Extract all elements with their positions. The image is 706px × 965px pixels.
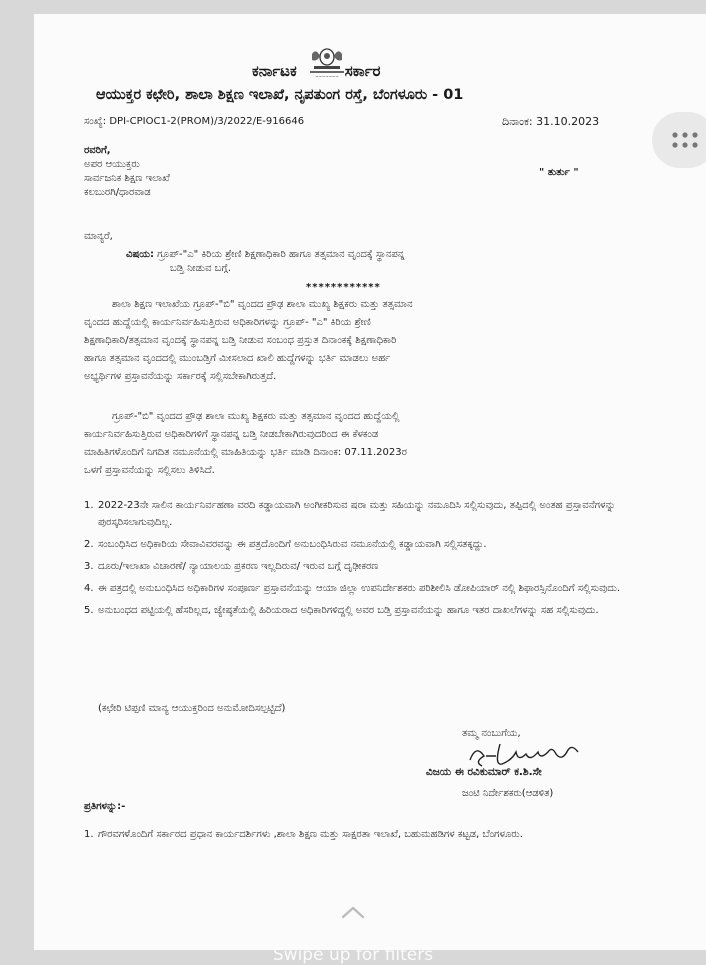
list-item (84, 826, 628, 844)
paragraph-line: ವೃಂದದ ಹುದ್ದೆಯಲ್ಲಿ ಕಾರ್ಯನಿರ್ವಹಿಸುತ್ತಿರುವ ಅಧಿಕಾರಿಗಳನ್ನು ಗ್ರೂಪ್- "ಎ" ಕಿರಿಯ ಶ್ರೇಣಿ (84, 317, 371, 328)
signatory-designation: ಜಂಟಿ ನಿರ್ದೇಶಕರು(ಆಡಳಿತ) (462, 788, 554, 799)
svg-text:~~~~~~~: ~~~~~~~ (315, 74, 339, 78)
paragraph-line: ಗ್ರೂಪ್-"ಬಿ" ವೃಂದದ ಪ್ರೌಢ ಶಾಲಾ ಮುಖ್ಯ ಶಿಕ್ಷಕರು ಮತ್ತು ತತ್ಸಮಾನ ವೃಂದದ ಹುದ್ದೆಯಲ್ಲಿ (112, 411, 400, 422)
list-item-number: 4. (84, 583, 94, 594)
list-item-text: ದೂರು/ಇಲಾಖಾ ವಿಚಾರಣೆ/ ನ್ಯಾಯಾಲಯ ಪ್ರಕರಣ ಇಲ್ಲದಿರುವ/ ಇರುವ ಬಗ್ಗೆ ದೃಢೀಕರಣ (98, 561, 379, 572)
signatory-name: ವಿಜಯ ಈ ರವಿಕುಮಾರ್ ಕ.ಶಿ.ಸೇ (426, 766, 542, 778)
addressee-line: ಕಲಬುರಗಿ/ಧಾರವಾಡ (84, 187, 151, 198)
paragraph-line: ಕಾರ್ಯನಿರ್ವಹಿಸುತ್ತಿರುವ ಅಧಿಕಾರಿಗಳಿಗೆ ಸ್ಥಾನಪನ್ನ ಬಡ್ತಿ ನೀಡಬೇಕಾಗಿರುವುದರಿಂದ ಈ ಕೆಳಕಂಡ (84, 429, 379, 440)
document-date: ದಿನಾಂಕ: 31.10.2023 (502, 115, 600, 128)
subject-block (126, 248, 405, 276)
chevron-up-icon[interactable] (340, 904, 366, 920)
list-item-text: 2022-23ನೇ ಸಾಲಿನ ಕಾರ್ಯನಿರ್ವಹಣಾ ವರದಿ ಕಡ್ಡಾಯವಾಗಿ ಅಂಗೀಕರಿಸುವ ಷರಾ ಮತ್ತು ಸಹಿಯನ್ನು ನಮೂದಿಸಿ ಸಲ್ಲಿಸುವುದು, ತಪ್ಪಿದಲ್ಲಿ ಅಂತಹ ಪ್ರಸ್ತಾವನೆಗಳನ್ನು ಪುರಸ್ಕರಿಸಲಾಗುವುದಿಲ್ಲ. (98, 500, 616, 528)
paragraph-line: ಒಳಗೆ ಪ್ರಸ್ತಾವನೆಯನ್ನು ಸಲ್ಲಿಸಲು ತಿಳಿಸಿದೆ. (84, 465, 215, 476)
addressee-block (84, 144, 170, 200)
list-item-number: 1. (84, 500, 94, 511)
paragraph-line: ಮಾಹಿತಿಗಳೊಂದಿಗೆ ನಿಗದಿತ ನಮೂನೆಯಲ್ಲಿ ಮಾಹಿತಿಯನ್ನು ಭರ್ತಿ ಮಾಡಿ ದಿನಾಂಕ: 07.11.2023ರ (84, 447, 407, 458)
list-item-text: ಈ ಪತ್ರದಲ್ಲಿ ಅನುಬಂಧಿಸಿದ ಅಧಿಕಾರಿಗಳ ಸಂಪೂರ್ಣ ಪ್ರಸ್ತಾವನೆಯನ್ನು ಆಯಾ ಜಿಲ್ಲಾ ಉಪನಿರ್ದೇಶಕರು ಪರಿಶೀಲಿಸಿ ಡೋಪಿಯಾರ್ ನಲ್ಲಿ ಶಿಫಾರಸ್ಸಿನೊಂದಿಗೆ ಸಲ್ಲಿಸುವುದು. (98, 583, 621, 594)
list-item-text: ಸಂಬಂಧಿಸಿದ ಅಧಿಕಾರಿಯ ಸೇವಾವಿವರವನ್ನು ಈ ಪತ್ರದೊಂದಿಗೆ ಅನುಬಂಧಿಸಿರುವ ನಮೂನೆಯಲ್ಲಿ ಕಡ್ಡಾಯವಾಗಿ ಸಲ್ಲಿಸತಕ್ಕದ್ದು. (98, 539, 487, 550)
subject-label: ವಿಷಯ: (126, 249, 154, 260)
copies-list (84, 826, 628, 849)
paragraph-line: ಶಿಕ್ಷಣಾಧಿಕಾರಿ/ತತ್ಸಮಾನ ವೃಂದಕ್ಕೆ ಸ್ಥಾನಪನ್ನ ಬಡ್ತಿ ನೀಡುವ ಸಂಬಂಧ ಪ್ರಸ್ತುತ ದಿನಾಂಕಕ್ಕೆ ಶಿಕ್ಷಣಾಧಿಕಾರಿ (84, 335, 397, 346)
title-left: ಕರ್ನಾಟಕ (252, 62, 297, 80)
list-item-number: 5. (84, 605, 94, 616)
office-address: ಆಯುಕ್ತರ ಕಛೇರಿ, ಶಾಲಾ ಶಿಕ್ಷಣ ಇಲಾಖೆ, ನೃಪತುಂಗ ರಸ್ತೆ, ಬೆಂಗಳೂರು - 01 (96, 87, 464, 103)
list-item-text: ಗೌರವಗಳೊಂದಿಗೆ ಸರ್ಕಾರದ ಪ್ರಧಾನ ಕಾರ್ಯದರ್ಶಿಗಳು ,ಶಾಲಾ ಶಿಕ್ಷಣ ಮತ್ತು ಸಾಕ್ಷರತಾ ಇಲಾಖೆ, ಬಹುಮಹಡಿಗಳ ಕಟ್ಟಡ, ಬೆಂಗಳೂರು. (98, 829, 523, 840)
copies-heading: ಪ್ರತಿಗಳನ್ನು:- (84, 801, 126, 812)
addressee-line: ಸಾರ್ವಜನಿಕ ಶಿಕ್ಷಣ ಇಲಾಖೆ (84, 173, 170, 184)
requirements-list (84, 497, 628, 624)
salutation: ಮಾನ್ಯರೆ, (84, 231, 113, 242)
addressee-line: ರವರಿಗೆ, (84, 145, 111, 156)
paragraph-2 (84, 408, 624, 480)
separator-stars: ************ (306, 282, 381, 293)
list-item-number: 2. (84, 539, 94, 550)
paragraph-line: ಹಾಗೂ ತತ್ಸಮಾನ ವೃಂದದಲ್ಲಿ ಮುಂಬಡ್ತಿಗೆ ಮೀಸಲಾದ ಖಾಲಿ ಹುದ್ದೆಗಳನ್ನು ಭರ್ತಿ ಮಾಡಲು ಅರ್ಹ (84, 353, 391, 364)
paragraph-line: ಶಾಲಾ ಶಿಕ್ಷಣ ಇಲಾಖೆಯ ಗ್ರೂಪ್-"ಬಿ" ವೃಂದದ ಪ್ರೌಢ ಶಾಲಾ ಮುಖ್ಯ ಶಿಕ್ಷಕರು ಮತ್ತು ತತ್ಸಮಾನ (112, 299, 413, 310)
paragraph-line: ಅಭ್ಯರ್ಥಿಗಳ ಪ್ರಸ್ತಾವನೆಯನ್ನು ಸರ್ಕಾರಕ್ಕೆ ಸಲ್ಲಿಸಬೇಕಾಗಿರುತ್ತದೆ. (84, 371, 277, 382)
yours-faithfully: ತಮ್ಮ ನಂಬುಗೆಯ, (462, 728, 521, 739)
title-right: ಸರ್ಕಾರ (344, 62, 381, 80)
list-item (84, 536, 628, 553)
list-item (84, 580, 628, 597)
list-item-number: 3. (84, 561, 94, 572)
more-options-button[interactable] (652, 112, 706, 168)
office-note: (ಕಛೇರಿ ಟಿಪ್ಪಣಿ ಮಾನ್ಯ ಆಯುಕ್ತರಿಂದ ಅನುಮೋದಿಸಲ್ಪಟ್ಟಿದೆ) (98, 703, 286, 714)
list-item (84, 497, 628, 531)
list-item-text: ಅನುಬಂಧದ ಪಟ್ಟಿಯಲ್ಲಿ ಹೆಸರಿಲ್ಲದ, ಜ್ಯೇಷ್ಠತೆಯಲ್ಲಿ ಹಿರಿಯರಾದ ಅಧಿಕಾರಿಗಳಿದ್ದಲ್ಲಿ ಅವರ ಬಡ್ತಿ ಪ್ರಸ್ತಾವನೆಯನ್ನು ಹಾಗೂ ಇತರ ದಾಖಲೆಗಳನ್ನು ಸಹ ಸಲ್ಲಿಸುವುದು. (98, 605, 599, 616)
reference-number: ಸಂಖ್ಯೆ: DPI-CPIOC1-2(PROM)/3/2022/E-916646 (84, 116, 305, 127)
addressee-line: ಅಪರ ಆಯುಕ್ತರು (84, 159, 140, 170)
list-item-number: 1. (84, 829, 94, 840)
more-dots-icon (672, 131, 698, 149)
document-title (252, 62, 380, 80)
swipe-hint[interactable]: Swipe up for filters (272, 945, 434, 965)
paragraph-1 (84, 296, 624, 386)
subject-text: ಗ್ರೂಪ್-"ಎ" ಕಿರಿಯ ಶ್ರೇಣಿ ಶಿಕ್ಷಣಾಧಿಕಾರಿ ಹಾಗೂ ತತ್ಸಮಾನ ವೃಂದಕ್ಕೆ ಸ್ಥಾನಪನ್ನ (157, 249, 405, 260)
subject-text: ಬಡ್ತಿ ನೀಡುವ ಬಗ್ಗೆ. (170, 263, 232, 274)
list-item (84, 602, 628, 619)
list-item (84, 558, 628, 575)
urgent-stamp: " ತುರ್ತು " (539, 167, 579, 178)
